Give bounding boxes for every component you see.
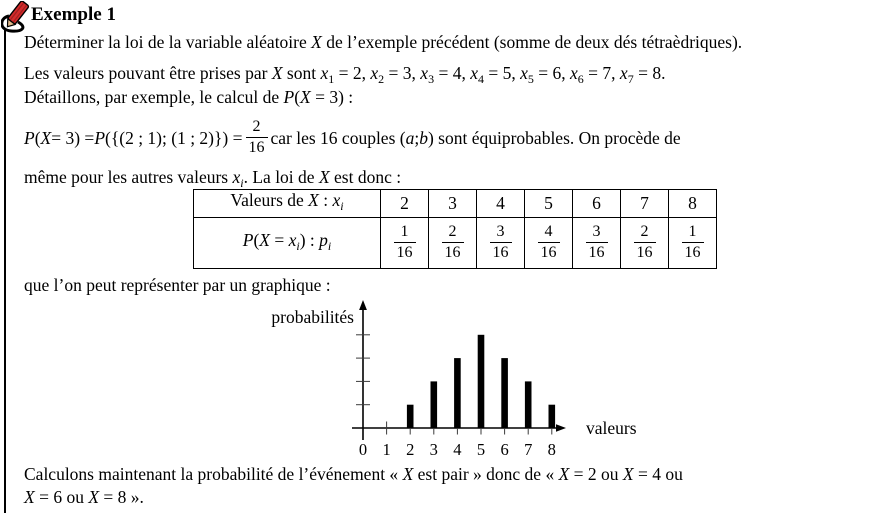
text-segment: . La loi de (243, 167, 319, 187)
text-segment: sont (282, 63, 321, 83)
text-segment: x (370, 63, 379, 83)
text-segment: x (232, 167, 241, 187)
x-tick-label: 4 (453, 440, 462, 459)
text-segment: X (402, 464, 414, 484)
fraction (586, 223, 608, 261)
text-segment: P (94, 127, 106, 148)
text-segment: X (259, 229, 270, 250)
text-segment: x (619, 63, 628, 83)
table-header-cell (194, 190, 381, 218)
text-segment: ({(2 ; 1); (1 ; 2)}) = (105, 127, 243, 148)
text-segment: 6 (577, 72, 584, 86)
text-segment: X (24, 487, 35, 507)
text-segment: P (283, 87, 295, 107)
text-segment: ( (253, 229, 260, 250)
text-segment: X (40, 127, 52, 148)
text-segment: 5 (527, 72, 534, 86)
text-segment: = 4 ou (633, 464, 683, 484)
text-segment: = 3, (384, 63, 421, 83)
paragraph-line (24, 87, 353, 108)
text-segment: Les valeurs pouvant être prises par (24, 63, 272, 83)
x-tick-label: 1 (382, 440, 391, 459)
table-cell-probability (669, 218, 717, 269)
text-segment: ; (414, 127, 420, 148)
fraction-numerator: 2 (634, 223, 656, 243)
fraction (490, 223, 512, 261)
text-segment: X (88, 487, 100, 507)
text-segment: X (622, 464, 634, 484)
fraction-numerator: 3 (586, 223, 608, 243)
text-segment: = 8. (633, 63, 666, 83)
fraction-denominator: 16 (636, 243, 653, 261)
text-segment: = 4, (434, 63, 471, 83)
text-segment: = 2, (334, 63, 371, 83)
text-segment: = 6, (533, 63, 571, 83)
text-segment: = 3) = (51, 127, 95, 148)
bar (501, 358, 508, 428)
text-segment: i (327, 238, 332, 253)
formula-line (24, 112, 681, 164)
table-cell-value: 8 (669, 190, 717, 218)
text-segment: : (318, 190, 333, 210)
text-segment: a (405, 127, 415, 148)
law-table (193, 189, 717, 269)
fraction (246, 118, 268, 156)
fraction-denominator: 16 (684, 243, 701, 261)
bar (431, 381, 438, 428)
bar (549, 405, 556, 428)
text-segment: i (240, 176, 244, 190)
fraction-numerator: 2 (442, 223, 464, 243)
x-tick-label: 0 (358, 440, 368, 459)
x-tick-label: 7 (524, 440, 533, 459)
text-segment: X (271, 63, 283, 83)
table-cell-value: 4 (477, 190, 525, 218)
fraction-denominator: 16 (540, 243, 557, 261)
x-axis-arrow-icon (556, 424, 566, 432)
text-segment: X (308, 190, 319, 210)
text-segment: 2 (378, 72, 385, 86)
table-cell-probability (429, 218, 477, 269)
fraction-denominator: 16 (492, 243, 509, 261)
text-segment: Calculons maintenant la probabilité de l’événement « (24, 464, 403, 484)
fraction (682, 223, 704, 261)
law-table-wrapper (24, 189, 886, 269)
text-segment: p (319, 229, 328, 250)
fraction (538, 223, 560, 261)
text-segment: b (419, 127, 428, 148)
fraction-numerator: 1 (394, 223, 416, 243)
fraction (394, 223, 416, 261)
x-axis-title: valeurs (586, 418, 637, 438)
text-segment: P (24, 127, 35, 148)
table-cell-value: 2 (381, 190, 429, 218)
fraction-denominator: 16 (396, 243, 413, 261)
text-segment: x (288, 229, 297, 250)
text-segment: = 8 ». (99, 487, 144, 507)
table-cell-probability (381, 218, 429, 269)
example-left-rule (4, 30, 6, 513)
table-cell-probability (477, 218, 525, 269)
text-segment: x (332, 190, 341, 210)
text-segment: x (420, 63, 429, 83)
fraction-numerator: 3 (490, 223, 512, 243)
fraction-denominator: 16 (588, 243, 605, 261)
table-cell-probability (573, 218, 621, 269)
text-segment: 4 (477, 72, 484, 86)
fraction-numerator: 4 (538, 223, 560, 243)
bar (478, 335, 485, 428)
fraction-denominator: 16 (248, 138, 265, 156)
y-axis-arrow-icon (359, 300, 367, 310)
text-segment: i (340, 199, 344, 213)
paragraph-line (24, 275, 331, 296)
table-cell-value: 3 (429, 190, 477, 218)
text-segment: Détaillons, par exemple, le calcul de (24, 87, 284, 107)
text-segment: ( (34, 127, 41, 148)
distribution-chart (240, 298, 660, 462)
paragraph-line (24, 487, 144, 508)
paragraph-line (24, 32, 742, 53)
x-tick-label: 8 (547, 440, 556, 459)
text-segment: i (296, 238, 300, 253)
text-segment: 3 (428, 72, 435, 86)
table-header-cell (194, 218, 381, 269)
text-segment: 7 (627, 72, 634, 86)
text-segment: x (570, 63, 578, 83)
text-segment: P (242, 229, 254, 250)
table-cell-probability (525, 218, 573, 269)
example-pencil-icon (1, 1, 31, 33)
table-row-probabilities (194, 218, 717, 269)
text-segment: est donc : (329, 167, 402, 187)
x-tick-label: 6 (500, 440, 509, 459)
text-segment: X (300, 87, 311, 107)
text-segment: Valeurs de (230, 190, 309, 210)
text-segment: X (558, 464, 570, 484)
text-segment: 1 (328, 72, 335, 86)
text-segment: de l’exemple précédent (somme de deux dés tétraèdriques). (321, 32, 743, 52)
fraction-numerator: 2 (246, 118, 268, 138)
text-segment: x (470, 63, 478, 83)
text-segment: = (269, 229, 289, 250)
table-cell-value: 6 (573, 190, 621, 218)
table-cell-value: 5 (525, 190, 573, 218)
text-segment: = 2 ou (569, 464, 623, 484)
fraction (634, 223, 656, 261)
text-segment: = 7, (583, 63, 620, 83)
text-segment: même pour les autres valeurs (24, 167, 233, 187)
table-row-values (194, 190, 717, 218)
text-segment: Déterminer la loi de la variable aléatoire (24, 32, 312, 52)
bar (454, 358, 461, 428)
table-cell-value: 7 (621, 190, 669, 218)
text-segment: est pair » donc de « (413, 464, 559, 484)
bar (525, 381, 532, 428)
text-segment: que l’on peut représenter par un graphique : (24, 275, 331, 295)
text-segment: ) : (299, 229, 320, 250)
bar (407, 405, 414, 428)
x-tick-label: 2 (406, 440, 415, 459)
paragraph-line (24, 63, 665, 90)
fraction (442, 223, 464, 261)
x-tick-label: 3 (429, 440, 438, 459)
paragraph-line (24, 464, 683, 485)
fraction-numerator: 1 (682, 223, 704, 243)
text-segment: X (318, 167, 330, 187)
text-segment: ( (294, 87, 301, 107)
text-segment: x (520, 63, 528, 83)
text-segment: x (320, 63, 329, 83)
fraction-denominator: 16 (444, 243, 461, 261)
table-cell-probability (621, 218, 669, 269)
text-segment: = 6 ou (34, 487, 89, 507)
text-segment: car les 16 couples ( (270, 127, 406, 148)
text-segment: = 5, (483, 63, 521, 83)
y-axis-title: probabilités (271, 307, 354, 327)
text-segment: X (311, 32, 322, 52)
example-heading: Exemple 1 (31, 4, 116, 25)
x-tick-label: 5 (476, 440, 486, 459)
text-segment: = 3) : (310, 87, 354, 107)
text-segment: ) sont équiprobables. On procède de (427, 127, 681, 148)
